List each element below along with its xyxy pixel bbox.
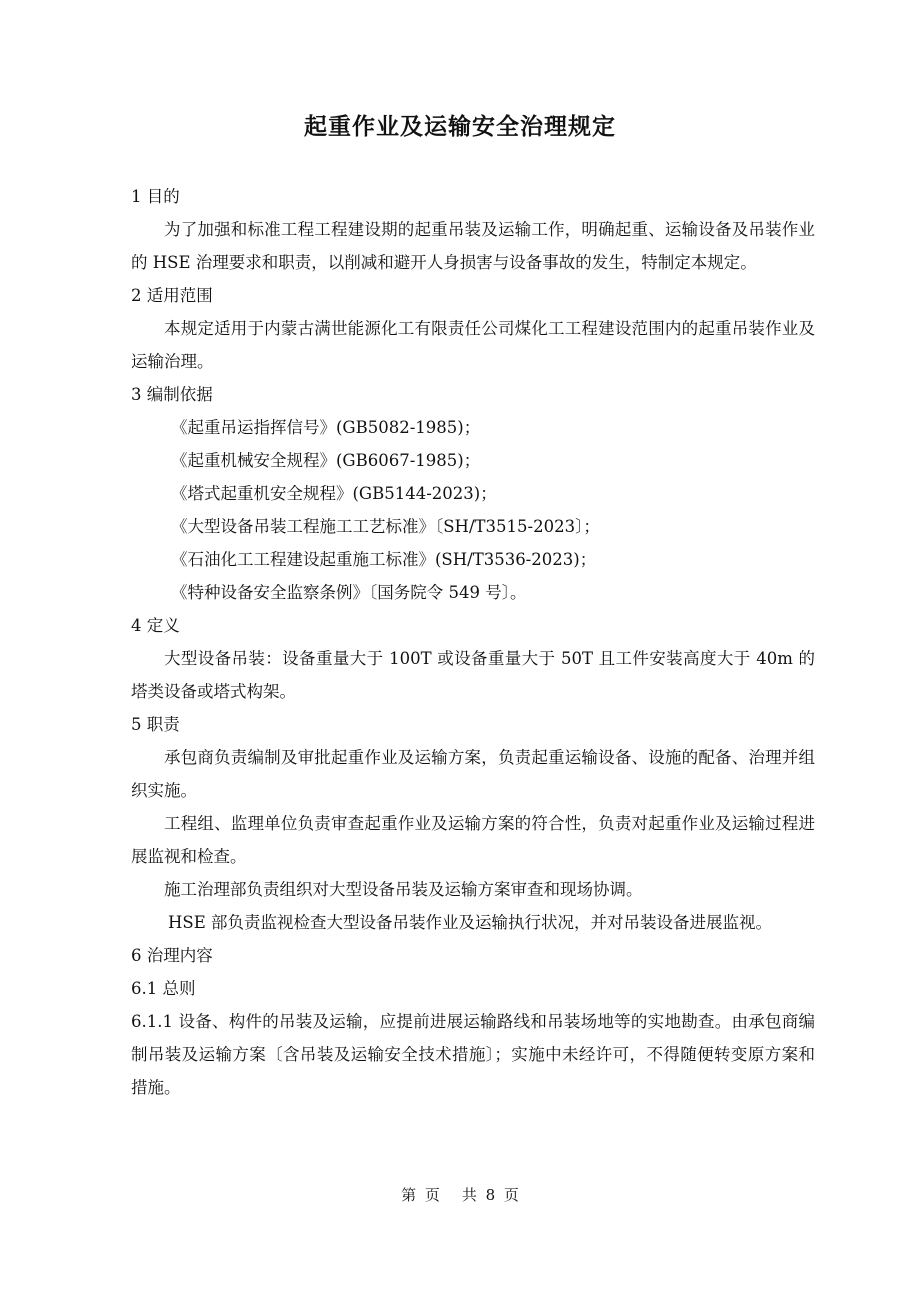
section-5-paragraph-2: 工程组、监理单位负责审查起重作业及运输方案的符合性，负责对起重作业及运输过程进展监视和检查。	[131, 814, 815, 866]
reference-item: 《塔式起重机安全规程》(GB5144-2023)；	[171, 484, 497, 503]
total-pages-label: 共 8 页	[461, 1186, 519, 1204]
section-5-heading: 5 职责	[131, 715, 180, 734]
section-6-heading: 6 治理内容	[131, 946, 213, 965]
section-3-heading: 3 编制依据	[131, 385, 213, 404]
section-2-text: 本规定适用于内蒙古满世能源化工有限责任公司煤化工工程建设范围内的起重吊装作业及运输治理。	[131, 319, 815, 371]
reference-item: 《起重吊运指挥信号》(GB5082-1985)；	[171, 418, 481, 437]
section-1-text: 为了加强和标准工程工程建设期的起重吊装及运输工作，明确起重、运输设备及吊装作业的 HSE 治理要求和职责，以削减和避开人身损害与设备事故的发生，特制定本规定。	[131, 220, 815, 272]
document-title: 起重作业及运输安全治理规定	[304, 113, 616, 140]
reference-item: 《石油化工工程建设起重施工标准》(SH/T3536-2023)；	[171, 550, 597, 569]
section-4-text: 大型设备吊装：设备重量大于 100T 或设备重量大于 50T 且工件安装高度大于 40m 的塔类设备或塔式构架。	[131, 649, 815, 701]
section-5-paragraph-3: 施工治理部负责组织对大型设备吊装及运输方案审查和现场协调。	[164, 880, 643, 899]
document-body	[131, 180, 815, 1104]
reference-item: 《大型设备吊装工程施工工艺标准》〔SH/T3515-2023〕；	[171, 517, 600, 536]
section-6-1-1-text: 6.1.1 设备、构件的吊装及运输，应提前进展运输路线和吊装场地等的实地勘查。由承包商编制吊装及运输方案〔含吊装及运输安全技术措施〕；实施中未经许可，不得随便转变原方案和措施。	[131, 1012, 815, 1097]
section-1-heading: 1 目的	[131, 187, 180, 206]
reference-item: 《起重机械安全规程》(GB6067-1985)；	[171, 451, 481, 470]
section-6-1-heading: 6.1 总则	[131, 979, 196, 998]
section-2-heading: 2 适用范围	[131, 286, 213, 305]
reference-item: 《特种设备安全监察条例》〔国务院令 549 号〕。	[171, 583, 527, 602]
page-footer	[0, 1184, 920, 1205]
section-5-paragraph-4: HSE 部负责监视检查大型设备吊装作业及运输执行状况，并对吊装设备进展监视。	[168, 913, 772, 932]
page-number-label: 第 页	[401, 1186, 440, 1204]
section-4-heading: 4 定义	[131, 616, 180, 635]
section-5-paragraph-1: 承包商负责编制及审批起重作业及运输方案，负责起重运输设备、设施的配备、治理并组织实施。	[131, 748, 815, 800]
